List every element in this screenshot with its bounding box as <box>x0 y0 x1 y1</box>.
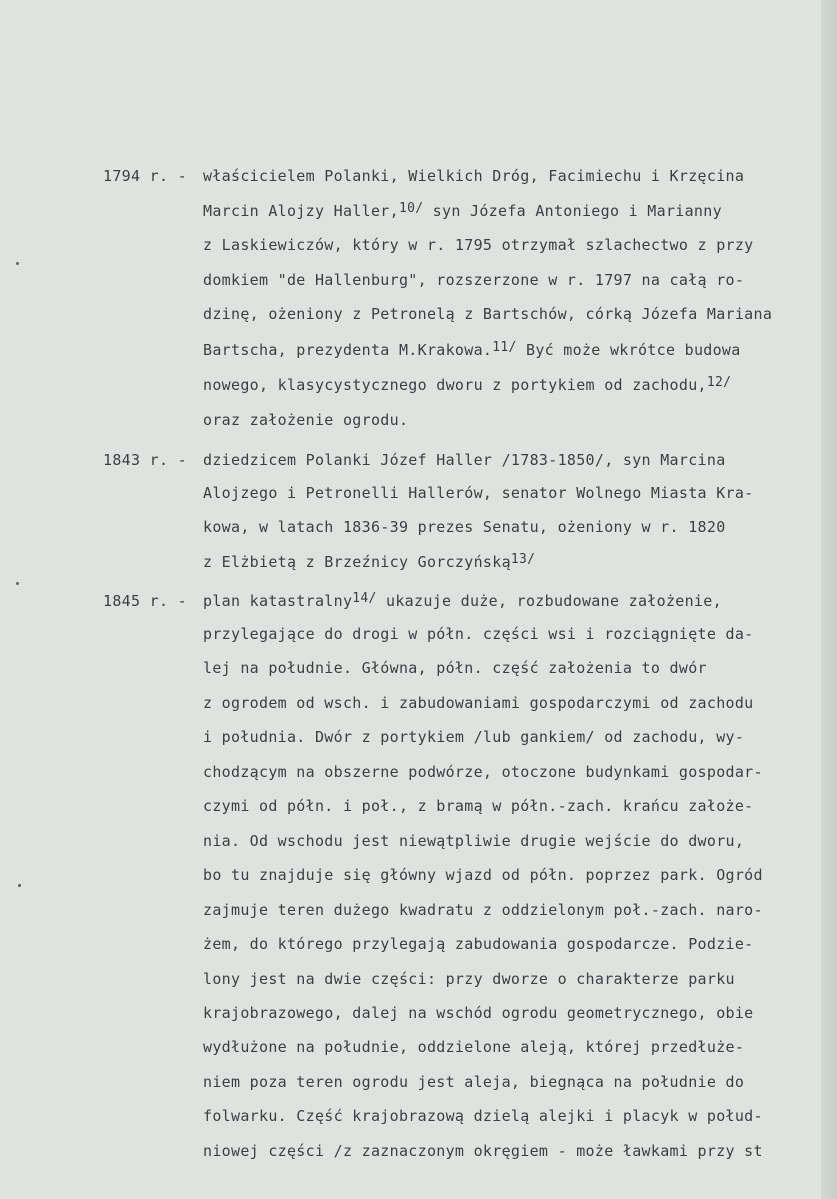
entry-date: 1843 r. - <box>103 451 187 469</box>
entry-line: kowa, w latach 1836-39 prezes Senatu, ożeniony w r. 1820 <box>203 518 726 536</box>
footnote-ref: 11/ <box>492 340 517 355</box>
entry-line: domkiem "de Hallenburg", rozszerzone w r. 1797 na całą ro- <box>203 271 745 289</box>
footnote-ref: 13/ <box>510 552 536 567</box>
entry-line: właścicielem Polanki, Wielkich Dróg, Facimiechu i Krzęcina <box>203 167 745 185</box>
footnote-ref: 10/ <box>398 201 424 216</box>
entry-date: 1794 r. - <box>103 167 187 185</box>
entry-line: Marcin Alojzy Haller,$^{10/}$ syn Józefa Antoniego i Marianny <box>203 201 722 220</box>
entry-line: i południa. Dwór z portykiem /lub gankiem/ od zachodu, wy- <box>203 728 745 746</box>
footnote-ref: 12/ <box>706 375 732 390</box>
entry-line: wydłużone na południe, oddzielone aleją, której przedłuże- <box>203 1038 745 1056</box>
entry-line: bo tu znajduje się główny wjazd od półn. poprzez park. Ogród <box>203 866 763 884</box>
entry-line: Bartscha, prezydenta M.Krakowa.$^{11/}$ Być może wkrótce budowa <box>203 340 741 359</box>
entry-date: 1845 r. - <box>103 592 187 610</box>
entry-line: dzinę, ożeniony z Petronelą z Bartschów, córką Józefa Mariana <box>203 305 773 323</box>
entry-line: dziedzicem Polanki Józef Haller /1783-1850/, syn Marcina <box>203 451 726 469</box>
entry-line: żem, do którego przylegają zabudowania gospodarcze. Podzie- <box>203 935 754 953</box>
entry-line: niem poza teren ogrodu jest aleja, biegnąca na południe do <box>203 1073 745 1091</box>
entry-line: czymi od półn. i poł., z bramą w półn.-zach. krańcu założe- <box>203 797 754 815</box>
entry-line: folwarku. Część krajobrazową dzielą alejki i placyk w połud- <box>203 1107 763 1125</box>
entry-line: z Elżbietą z Brzeźnicy Gorczyńską$^{13/}$ <box>203 552 536 571</box>
entry-line: plan katastralny$^{14/}$ ukazuje duże, rozbudowane założenie, <box>203 591 722 610</box>
entry-line: lej na południe. Główna, półn. część założenia to dwór <box>203 659 707 677</box>
entry-line: z Laskiewiczów, który w r. 1795 otrzymał szlachectwo z przy <box>203 236 754 254</box>
entry-line: przylegające do drogi w półn. części wsi i rozciągnięte da- <box>203 625 754 643</box>
entry-line: lony jest na dwie części: przy dworze o charakterze parku <box>203 970 735 988</box>
footnote-ref: 14/ <box>352 591 377 606</box>
entry-line: krajobrazowego, dalej na wschód ogrodu geometrycznego, obie <box>203 1004 754 1022</box>
entry-line: zajmuje teren dużego kwadratu z oddzielonym poł.-zach. naro- <box>203 901 763 919</box>
entry-line: oraz założenie ogrodu. <box>203 411 409 429</box>
entry-line: nowego, klasycystycznego dworu z portykiem od zachodu,$^{12/}$ <box>203 375 732 394</box>
entry-line: niowej części /z zaznaczonym okręgiem - może ławkami przy st <box>203 1142 763 1160</box>
entry-line: chodzącym na obszerne podwórze, otoczone budynkami gospodar- <box>203 763 763 781</box>
entry-line: z ogrodem od wsch. i zabudowaniami gospodarczymi od zachodu <box>203 694 754 712</box>
entry-line: Alojzego i Petronelli Hallerów, senator Wolnego Miasta Kra- <box>203 484 754 502</box>
entry-line: nia. Od wschodu jest niewątpliwie drugie wejście do dworu, <box>203 832 745 850</box>
